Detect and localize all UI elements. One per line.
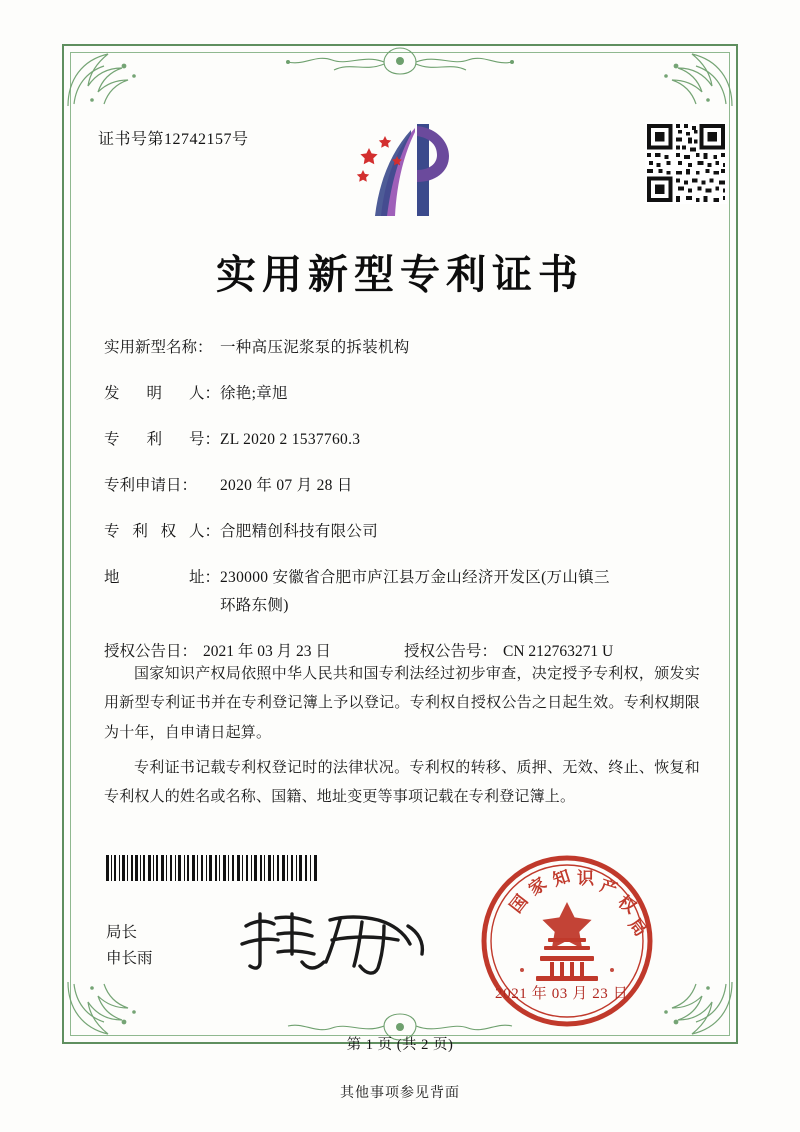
field-label-text: 专利申请日： [104, 477, 198, 495]
footer-note: 其他事项参见背面 [340, 1086, 460, 1101]
field-value [220, 566, 704, 618]
body-paragraph-2: 专利证书记载专利权登记时的法律状况。专利权的转移、质押、无效、终止、恢复和专利权人的姓名或名称、国籍、地址变更等事项记载在专利登记簿上。 [104, 759, 700, 805]
field-value-line-2: 环路东侧) [220, 597, 289, 615]
field-label [104, 428, 220, 452]
svg-text:家: 家 [525, 873, 551, 901]
field-application-date [104, 474, 704, 498]
field-value: 合肥精创科技有限公司 [220, 523, 379, 541]
field-patentee [104, 520, 704, 544]
field-value: ZL 2020 2 1537760.3 [220, 431, 361, 449]
field-value: 2021 年 03 月 23 日 [203, 643, 331, 661]
field-label-char: 利 [146, 431, 162, 449]
body-paragraph-1: 国家知识产权局依照中华人民共和国专利法经过初步审查，决定授予专利权，颁发实用新型专利证书并在专利登记簿上予以登记。专利权自授权公告之日起生效。专利权期限为十年，自申请日起算。 [104, 666, 700, 741]
certificate-number: 证书号第12742157号 [98, 131, 249, 148]
handwritten-signature-icon [232, 900, 432, 980]
field-invention-name [104, 336, 704, 360]
svg-text:知: 知 [550, 866, 573, 891]
field-label-char: 权 [160, 523, 177, 541]
corner-ornament-icon [650, 46, 736, 110]
field-address [104, 566, 704, 618]
field-value-line: 230000 安徽省合肥市庐江县万金山经济开发区(万山镇三 [220, 569, 610, 587]
certificate-fields [104, 336, 704, 674]
field-patent-number [104, 428, 704, 452]
barcode-icon [106, 855, 318, 881]
field-label-text: 授权公告号： [404, 643, 498, 661]
signature-name: 申长雨 [106, 950, 153, 968]
corner-ornament-icon [64, 46, 150, 110]
field-label-char: 发 [104, 385, 120, 403]
page-title: 实用新型专利证书 [216, 251, 584, 298]
field-label-text: 实用新型名称： [104, 339, 213, 356]
field-inventor [104, 382, 704, 406]
page-number: 第 1 页 (共 2 页) [346, 1037, 454, 1053]
field-label-char: 址： [188, 569, 220, 587]
svg-text:国: 国 [506, 891, 533, 918]
signature-title: 局长 [106, 924, 138, 941]
field-label-char: 专 [104, 523, 120, 541]
field-value: 2020 年 07 月 28 日 [220, 477, 353, 495]
field-label [104, 336, 220, 360]
field-value: CN 212763271 U [503, 643, 614, 661]
field-label-char: 人： [188, 385, 220, 403]
qr-code-icon [645, 122, 727, 204]
seal-date: 2021 年 03 月 23 日 [495, 986, 629, 1002]
cnipa-logo-icon [345, 118, 455, 223]
field-value: 一种高压泥浆泵的拆装机构 [220, 339, 410, 356]
field-label [104, 566, 220, 590]
field-label-char: 号： [188, 431, 220, 449]
top-ornament-icon [252, 44, 548, 84]
field-label-char: 地 [104, 569, 120, 587]
certificate-body [104, 660, 700, 818]
svg-text:识: 识 [577, 869, 594, 889]
field-label [104, 520, 220, 544]
field-label-char: 利 [132, 523, 148, 541]
svg-text:局: 局 [624, 914, 651, 941]
field-label-char: 人： [188, 523, 220, 541]
svg-text:产: 产 [597, 875, 620, 901]
signature-block [106, 920, 153, 973]
field-label [104, 474, 220, 498]
field-label [104, 382, 220, 406]
field-label-text: 授权公告日： [104, 643, 198, 661]
official-seal-icon [478, 852, 656, 1030]
field-value: 徐艳;章旭 [220, 385, 288, 403]
field-label-char: 明 [146, 385, 162, 403]
svg-text:权: 权 [614, 891, 640, 919]
field-label-char: 专 [104, 431, 120, 449]
